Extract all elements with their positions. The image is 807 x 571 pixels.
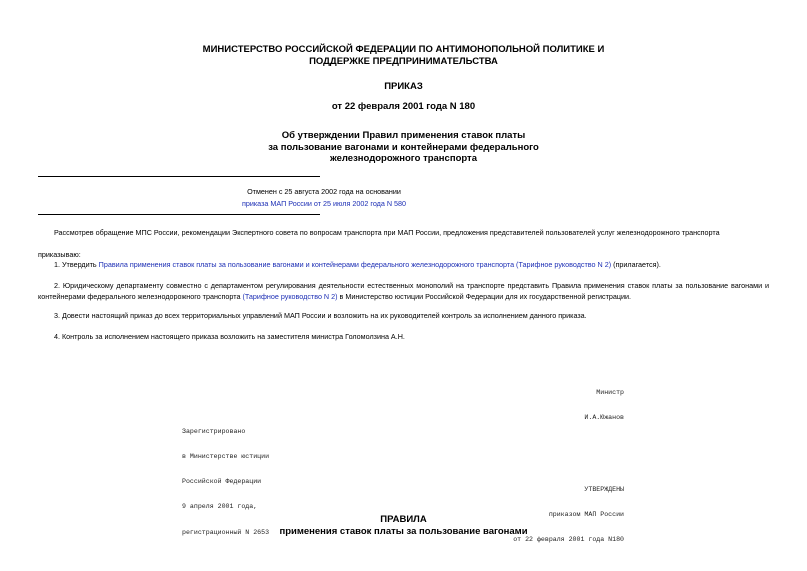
rules-title: ПРАВИЛА xyxy=(380,514,427,525)
cancellation-link[interactable]: приказа МАП России от 25 июля 2002 года N 580 xyxy=(241,199,407,208)
intro-paragraph: Рассмотрев обращение МПС России, рекомендации Экспертного совета по вопросам транспорта при МАП России, предложения представителей пользователей услуг железнодорожного транспорта xyxy=(54,228,720,237)
ministry-line-2: ПОДДЕРЖКЕ ПРЕДПРИНИМАТЕЛЬСТВА xyxy=(309,56,498,67)
cancellation-note: Отменен с 25 августа 2002 года на основании xyxy=(247,187,401,196)
registration-line-3: Российской Федерации xyxy=(182,478,262,486)
minister-name: И.А.Южанов xyxy=(584,414,624,422)
title-line-1: Об утверждении Правил применения ставок платы xyxy=(281,130,526,141)
cancellation-link-line xyxy=(38,198,610,210)
rules-link[interactable]: Правила применения ставок платы за пользование вагонами и контейнерами федерального железнодорожного транспорта (Тарифное руководство N 2) xyxy=(98,260,612,269)
tariff-guide-link[interactable]: (Тарифное руководство N 2) xyxy=(242,292,338,301)
p2-prefix: 2. Юридическому департаменту совместно с департаментом регулирования деятельности естественных монополий на транспорте представить Правила применения ставок платы за пользование вагонами и контейнерами федерального железнодорожного транспорта xyxy=(38,281,769,301)
rules-subtitle: применения ставок платы за пользование вагонами xyxy=(279,526,528,537)
paragraph-3: 3. Довести настоящий приказ до всех территориальных управлений МАП России и возложить на их руководителей контроль за исполнением данного приказа. xyxy=(54,311,587,320)
doc-type: ПРИКАЗ xyxy=(384,81,423,92)
paragraph-2 xyxy=(38,280,769,302)
prikazyvayu-label: приказываю: xyxy=(38,250,81,259)
p1-suffix: (прилагается). xyxy=(611,260,661,269)
title-line-3: железнодорожного транспорта xyxy=(329,153,477,164)
minister-role: Министр xyxy=(596,388,624,396)
paragraph-4: 4. Контроль за исполнением настоящего приказа возложить на заместителя министра Голомолзина А.Н. xyxy=(54,332,405,341)
registration-line-1: Зарегистрировано xyxy=(182,427,246,435)
p2-suffix: в Министерство юстиции Российской Федерации для их государственной регистрации. xyxy=(337,292,632,301)
ministry-line-1: МИНИСТЕРСТВО РОССИЙСКОЙ ФЕДЕРАЦИИ ПО АНТИМОНОПОЛЬНОЙ ПОЛИТИКЕ И xyxy=(202,44,605,55)
p1-prefix: 1. Утвердить xyxy=(54,260,99,269)
registration-line-2: в Министерстве юстиции xyxy=(182,453,270,461)
approval-line-2: приказом МАП России xyxy=(548,511,624,519)
ministry-header xyxy=(0,44,807,68)
minister-signature xyxy=(520,372,624,439)
divider-top xyxy=(38,176,320,177)
registration-line-5: регистрационный N 2653 xyxy=(182,528,270,536)
registration-line-4: 9 апреля 2001 года, xyxy=(182,503,258,511)
doc-title xyxy=(0,130,807,165)
approval-line-1: УТВЕРЖДЕНЫ xyxy=(584,485,624,493)
title-line-2: за пользование вагонами и контейнерами федерального xyxy=(268,141,539,153)
paragraph-1 xyxy=(38,259,769,270)
doc-date-number: от 22 февраля 2001 года N 180 xyxy=(331,101,476,112)
divider-bottom xyxy=(38,214,320,215)
approval-line-3: от 22 февраля 2001 года N180 xyxy=(513,536,624,544)
